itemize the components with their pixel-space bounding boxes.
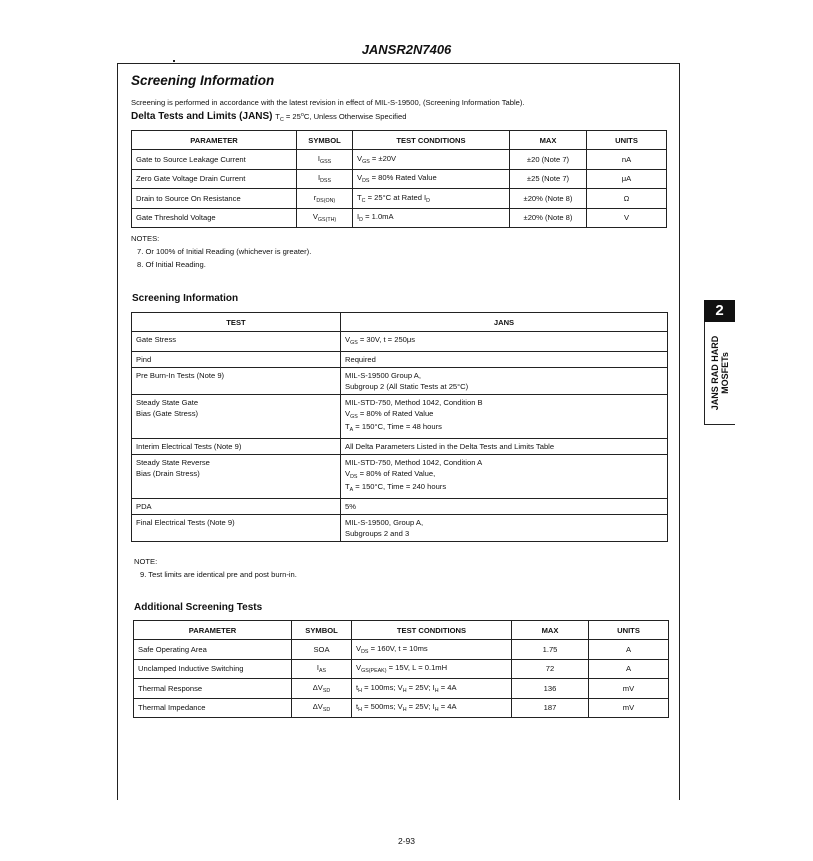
test-cell: Gate Stress xyxy=(132,332,341,352)
jans-cell: All Delta Parameters Listed in the Delta Tests and Limits Table xyxy=(341,438,668,455)
column-header: TEST CONDITIONS xyxy=(353,131,510,150)
symbol-cell: $V_{GS(TH)}$ xyxy=(297,208,353,228)
table-header-row xyxy=(132,131,667,150)
section-tab-text: JANS RAD HARD MOSFETs xyxy=(710,335,730,411)
table-row xyxy=(132,208,667,228)
max-cell: 1.75 xyxy=(512,640,589,660)
param-cell: Unclamped Inductive Switching xyxy=(134,659,292,679)
symbol-cell: SOA xyxy=(292,640,352,660)
condition-cell: $I_D = 1.0mA$ xyxy=(353,208,510,228)
column-header: SYMBOL xyxy=(292,621,352,640)
note-item: 7. Or 100% of Initial Reading (whichever is greater). xyxy=(137,247,312,256)
units-cell: nA xyxy=(587,150,667,170)
max-cell: 136 xyxy=(512,679,589,699)
column-header: TEST CONDITIONS xyxy=(352,621,512,640)
table-header-row xyxy=(132,313,668,332)
document-title: JANSR2N7406 xyxy=(361,42,452,57)
table-row xyxy=(132,368,668,395)
condition-cell: $V_{GS} = \pm 20V$ xyxy=(353,150,510,170)
param-cell: Zero Gate Voltage Drain Current xyxy=(132,169,297,189)
screening-title: Screening Information xyxy=(131,73,275,88)
param-cell: Gate Threshold Voltage xyxy=(132,208,297,228)
screening-notes xyxy=(134,555,297,581)
symbol-cell: $I_{AS}$ xyxy=(292,659,352,679)
delta-table xyxy=(131,130,667,228)
units-cell: mV xyxy=(589,679,669,699)
symbol-cell: $r_{DS(ON)}$ xyxy=(297,189,353,209)
test-cell: Steady State Gate Bias (Gate Stress) xyxy=(132,395,341,439)
table-row xyxy=(132,332,668,352)
additional-heading: Additional Screening Tests xyxy=(134,602,263,613)
column-header: SYMBOL xyxy=(297,131,353,150)
table-row xyxy=(132,455,668,499)
param-cell: Drain to Source On Resistance xyxy=(132,189,297,209)
column-header: UNITS xyxy=(587,131,667,150)
section-tab-label xyxy=(704,322,735,425)
max-cell: ±20% (Note 8) xyxy=(510,208,587,228)
test-cell: Pind xyxy=(132,351,341,368)
table-row xyxy=(134,698,669,718)
param-cell: Thermal Impedance xyxy=(134,698,292,718)
max-cell: 72 xyxy=(512,659,589,679)
column-header: UNITS xyxy=(589,621,669,640)
table-row xyxy=(132,351,668,368)
units-cell: A xyxy=(589,640,669,660)
max-cell: ±25 (Note 7) xyxy=(510,169,587,189)
units-cell: mV xyxy=(589,698,669,718)
note-item: 9. Test limits are identical pre and post burn-in. xyxy=(140,570,297,579)
table-row xyxy=(134,659,669,679)
section-tab-number: 2 xyxy=(704,300,735,322)
max-cell: ±20 (Note 7) xyxy=(510,150,587,170)
jans-cell: MIL-STD-750, Method 1042, Condition A $V_{DS} = 80\%$ of Rated Value, $T_A = 150^\circ C$, Time = 240 hours xyxy=(341,455,668,499)
table-row xyxy=(134,640,669,660)
table-row xyxy=(132,438,668,455)
screening-info-table xyxy=(131,312,668,542)
max-cell: 187 xyxy=(512,698,589,718)
page-number: 2-93 xyxy=(397,836,415,846)
table-row xyxy=(134,679,669,699)
column-header: TEST xyxy=(132,313,341,332)
table-row xyxy=(132,169,667,189)
screening-intro: Screening is performed in accordance with the latest revision in effect of MIL-S-19500, (Screening Information Table). xyxy=(131,98,525,107)
test-cell: Steady State Reverse Bias (Drain Stress) xyxy=(132,455,341,499)
delta-notes xyxy=(131,232,311,271)
units-cell: μA xyxy=(587,169,667,189)
notes-title: NOTES: xyxy=(131,234,160,243)
test-cell: PDA xyxy=(132,498,341,515)
table-header-row xyxy=(134,621,669,640)
condition-cell: $t_H = 500ms$; $V_H = 25V$; $I_H = 4A$ xyxy=(352,698,512,718)
delta-condition: $T_C = 25^oC$, Unless Otherwise Specified xyxy=(275,112,407,123)
print-speck xyxy=(173,60,175,62)
symbol-cell: $\Delta V_{SD}$ xyxy=(292,698,352,718)
test-cell: Interim Electrical Tests (Note 9) xyxy=(132,438,341,455)
jans-cell: $V_{GS} = 30V$, t = 250μs xyxy=(341,332,668,352)
jans-cell: Required xyxy=(341,351,668,368)
condition-cell: $V_{DS} = 80\%$ Rated Value xyxy=(353,169,510,189)
units-cell: Ω xyxy=(587,189,667,209)
units-cell: A xyxy=(589,659,669,679)
notes-title: NOTE: xyxy=(134,557,158,566)
jans-cell: MIL-S-19500, Group A, Subgroups 2 and 3 xyxy=(341,515,668,542)
table-row xyxy=(132,189,667,209)
column-header: JANS xyxy=(341,313,668,332)
column-header: PARAMETER xyxy=(134,621,292,640)
table-row xyxy=(132,498,668,515)
column-header: MAX xyxy=(510,131,587,150)
condition-cell: $V_{GS(PEAK)} = 15V$, L = 0.1mH xyxy=(352,659,512,679)
column-header: PARAMETER xyxy=(132,131,297,150)
column-header: MAX xyxy=(512,621,589,640)
test-cell: Pre Burn-In Tests (Note 9) xyxy=(132,368,341,395)
param-cell: Safe Operating Area xyxy=(134,640,292,660)
jans-cell: MIL-S-19500 Group A, Subgroup 2 (All Static Tests at 25°C) xyxy=(341,368,668,395)
condition-cell: $t_H = 100ms$; $V_H = 25V$; $I_H = 4A$ xyxy=(352,679,512,699)
units-cell: V xyxy=(587,208,667,228)
symbol-cell: $\Delta V_{SD}$ xyxy=(292,679,352,699)
additional-table xyxy=(133,620,669,718)
symbol-cell: $I_{GSS}$ xyxy=(297,150,353,170)
delta-heading-text: Delta Tests and Limits (JANS) xyxy=(131,111,273,122)
screening-info-heading: Screening Information xyxy=(132,293,239,304)
delta-heading xyxy=(131,111,406,123)
param-cell: Thermal Response xyxy=(134,679,292,699)
condition-cell: $T_C = 25^\circ C$ at Rated $I_D$ xyxy=(353,189,510,209)
param-cell: Gate to Source Leakage Current xyxy=(132,150,297,170)
jans-cell: MIL-STD-750, Method 1042, Condition B $V_{GS} = 80\%$ of Rated Value $T_A = 150^\circ C$, Time = 48 hours xyxy=(341,395,668,439)
condition-cell: $V_{DS} = 160V$, t = 10ms xyxy=(352,640,512,660)
table-row xyxy=(132,395,668,439)
test-cell: Final Electrical Tests (Note 9) xyxy=(132,515,341,542)
max-cell: ±20% (Note 8) xyxy=(510,189,587,209)
table-row xyxy=(132,150,667,170)
note-item: 8. Of Initial Reading. xyxy=(137,260,206,269)
table-row xyxy=(132,515,668,542)
symbol-cell: $I_{DSS}$ xyxy=(297,169,353,189)
jans-cell: 5% xyxy=(341,498,668,515)
